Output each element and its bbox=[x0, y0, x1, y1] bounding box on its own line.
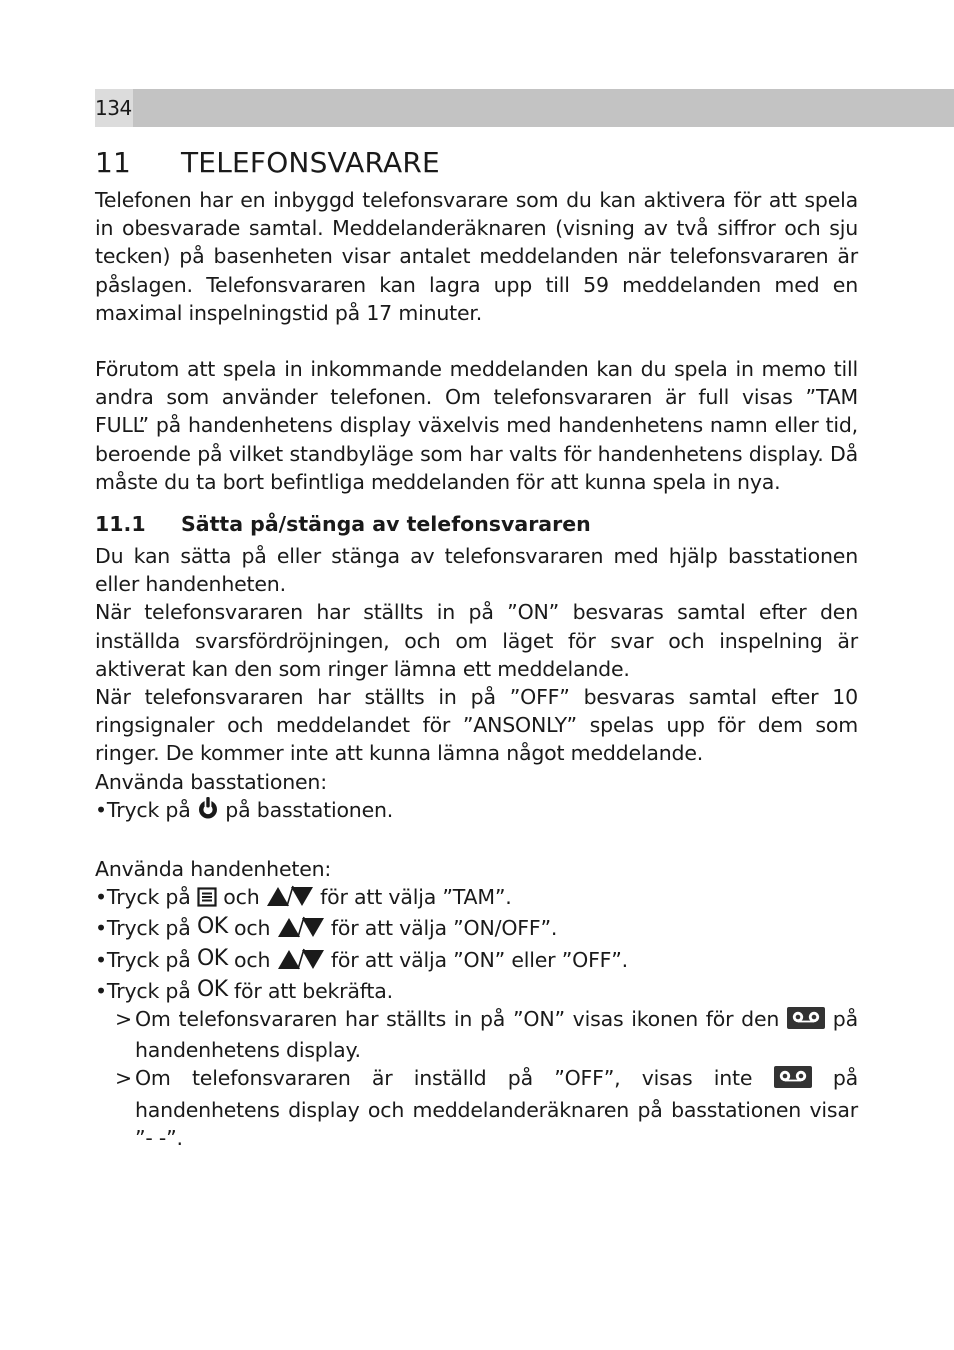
result-off: > Om telefonsvararen är inställd på ”OFF”, visas inte på handenhetens display och meddelanderäknaren på basstationen visar ”- -”. bbox=[115, 1066, 858, 1150]
intro-paragraph-1: Telefonen har en inbyggd telefonsvarare som du kan aktivera för att spela in obesvarade samtal. Meddelanderäknaren (visning av två siffror och sju tecken) på basenheten visar antalet meddelanden när telefonsvararen är påslagen. Telefonsvararen kan lagra upp till 59 meddelanden med en maximal inspelningstid på 17 minuter. bbox=[95, 188, 858, 325]
menu-icon bbox=[197, 886, 217, 914]
handset-step-3: • Tryck på OK och för att välja ”ON” eller ”OFF”. bbox=[95, 946, 858, 977]
result-on: > Om telefonsvararen har ställts in på ”ON” visas ikonen för den på handenhetens display. bbox=[115, 1007, 858, 1063]
up-down-arrows-icon bbox=[266, 885, 314, 914]
result-marker: > bbox=[115, 1066, 132, 1091]
result-marker: > bbox=[115, 1007, 132, 1032]
handset-step-2: • Tryck på OK och för att välja ”ON/OFF”. bbox=[95, 914, 858, 945]
handset-step-4: • Tryck på OK för att bekräfta. bbox=[95, 977, 858, 1005]
base-heading: Använda basstationen: bbox=[95, 769, 327, 794]
tape-icon bbox=[787, 1007, 825, 1036]
chapter-title-text: TELEFONSVARARE bbox=[181, 146, 440, 179]
up-down-arrows-icon bbox=[277, 948, 325, 977]
header-bar bbox=[95, 89, 954, 127]
ok-icon: OK bbox=[196, 945, 228, 971]
section-title-text: Sätta på/stänga av telefonsvararen bbox=[181, 512, 591, 537]
handset-heading: Använda handenheten: bbox=[95, 857, 332, 882]
section-paragraph-3: När telefonsvararen har ställts in på ”OFF” besvaras samtal efter 10 ringsignaler och meddelandet för ”ANSONLY” spelas upp för dem som ringer. De kommer inte att kunna lämna något meddelande. bbox=[95, 685, 858, 766]
tape-icon bbox=[774, 1066, 812, 1095]
section-number: 11.1 bbox=[95, 512, 146, 537]
section-paragraph-2: När telefonsvararen har ställts in på ”ON” besvaras samtal efter den inställda svarsfördröjningen, och om läget för svar och inspelning är aktiverat kan den som ringer lämna ett meddelande. bbox=[95, 600, 858, 681]
chapter-title bbox=[95, 140, 858, 186]
ok-icon: OK bbox=[196, 976, 228, 1002]
section-paragraph-1: Du kan sätta på eller stänga av telefonsvararen med hjälp basstationen eller handenheten. bbox=[95, 544, 858, 597]
chapter-number: 11 bbox=[95, 146, 132, 179]
ok-icon: OK bbox=[196, 914, 228, 940]
page-content bbox=[95, 140, 858, 1152]
handset-step-1: • Tryck på och för att välja ”TAM”. bbox=[95, 883, 858, 914]
up-down-arrows-icon bbox=[277, 916, 325, 945]
section-title bbox=[95, 510, 858, 538]
base-step: • Tryck på på basstationen. bbox=[95, 796, 858, 827]
power-icon bbox=[197, 796, 219, 827]
page-number: 134 bbox=[95, 89, 133, 127]
intro-paragraph-2: Förutom att spela in inkommande meddelanden kan du spela in memo till andra som använder telefonen. Om telefonsvararen är full visas ”TAM FULL” på handenhetens display växelvis med handenhetens namn eller tid, beroende på vilket standbyläge som har valts för handenhetens display. Då måste du ta bort befintliga meddelanden för att kunna spela in nya. bbox=[95, 357, 858, 494]
